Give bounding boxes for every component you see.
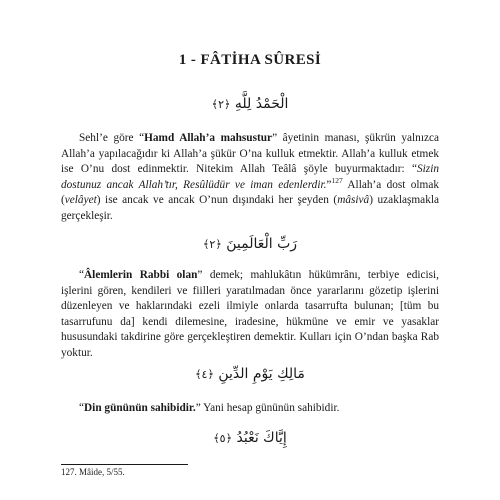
- bold-phrase: Hamd Allah’a mahsustur: [144, 132, 273, 144]
- verse-1-number: ﴿٢﴾: [211, 98, 231, 111]
- verse-2-number: ﴿٢﴾: [202, 238, 222, 251]
- footnote: 127. Mâide, 5/55.: [61, 467, 125, 477]
- italic-term: mâsivâ: [337, 194, 370, 207]
- paragraph-3: [61, 401, 439, 417]
- text-span: “: [79, 402, 85, 414]
- verse-1-text: الْحَمْدُ لِلَّهِ: [234, 96, 289, 112]
- text-span: Sehl’e göre “: [79, 132, 145, 144]
- text-span: ” demek; mahlukâtın hükümrânı, terbiye edicisi, işlerini gören, kendileri ve fiilleri yaratılmadan önce yararlarını gözetip işlerini düzenleyen ve haklarındaki ezeli ilmiyle onlarda tasarrufta bulunan; [tüm bu tasarrufunu da] kendi dilemesine, iradesine, hükmüne ve emir ve yasaklar hususundaki takdirine göre gerçekleştiren demektir. Kulları için O’ndan başka Rab yoktur.: [61, 269, 439, 359]
- italic-term: velâyet: [64, 194, 97, 207]
- italic-quote: Sizin dostunuz ancak Allah’tır, Resûlüdür ve iman edenlerdir.: [61, 163, 439, 191]
- text-span: ) uzaklaşmakla gerçekleşir.: [61, 194, 439, 222]
- text-span: Allah’a dost olmak (: [61, 178, 439, 207]
- verse-3-text: مَالِكِ يَوْمِ الدِّينِ: [218, 366, 305, 382]
- footnote-ref: 127: [331, 176, 343, 186]
- verse-3-number: ﴿٤﴾: [195, 368, 214, 381]
- verse-1: [0, 96, 500, 112]
- verse-3: [0, 366, 500, 382]
- bold-phrase: Din gününün sahibidir.: [84, 402, 196, 414]
- verse-4-number: ﴿٥﴾: [213, 432, 233, 445]
- paragraph-1: [61, 131, 439, 225]
- text-span: “: [79, 269, 85, 281]
- text-span: ” Yani hesap gününün sahibidir.: [195, 402, 340, 414]
- text-span: ) ise ancak ve ancak O’nun dışındaki her şeyden (: [96, 194, 338, 207]
- verse-4-text: إِيَّاكَ نَعْبُدُ: [236, 430, 287, 446]
- bold-phrase: Âlemlerin Rabbi olan: [84, 269, 198, 281]
- verse-4: [0, 430, 500, 446]
- footnote-divider: [61, 464, 188, 465]
- text-span: ”: [326, 178, 332, 191]
- verse-2-text: رَبِّ الْعَالَمِينَ: [226, 236, 298, 252]
- page-title: 1 - FÂTİHA SÛRESİ: [178, 52, 322, 68]
- verse-2: [0, 236, 500, 252]
- paragraph-2: [61, 268, 439, 362]
- text-span: ” âyetinin manası, şükrün yalnızca Allah’a yapılacağıdır ki Allah’a şükür O’na kulluk etmektir. Allah’a kulluk etmek ise O’nu dost edinmektir. Nitekim Allah Teâlâ şöyle buyurmaktadır: “: [61, 132, 439, 176]
